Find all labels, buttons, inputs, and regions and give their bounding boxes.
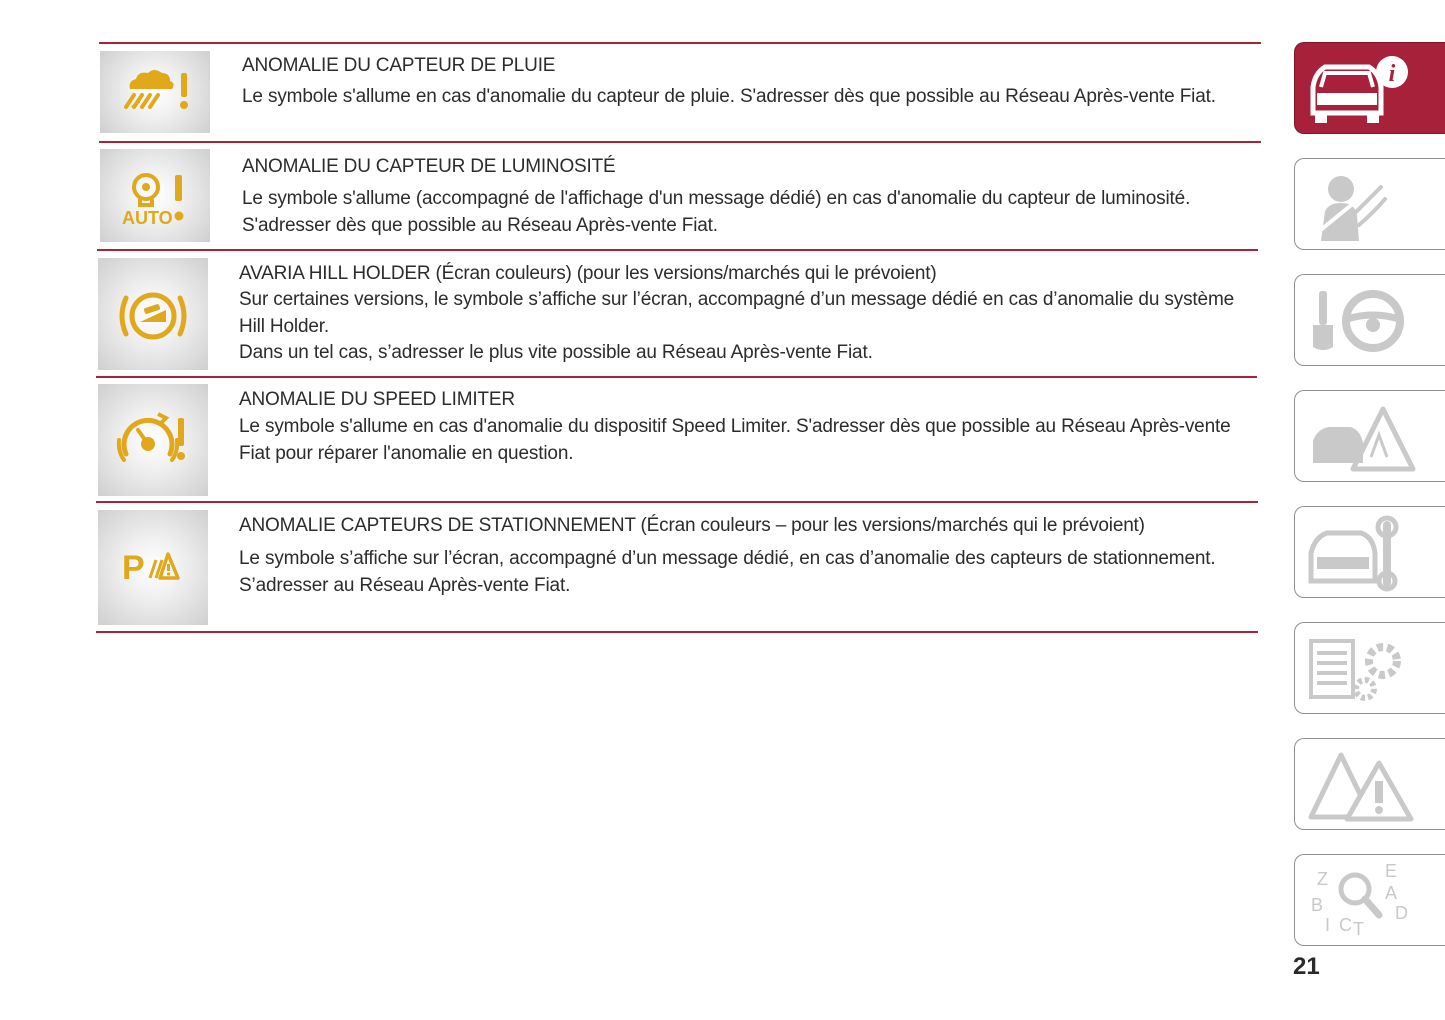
entry-description xyxy=(239,287,1234,367)
svg-text:T: T xyxy=(1353,919,1364,939)
alphabet-index-icon xyxy=(1295,855,1445,947)
double-warning-icon xyxy=(1295,739,1445,831)
entry-description xyxy=(239,546,1216,599)
entry-description xyxy=(242,84,1216,111)
car-wrench-icon xyxy=(1295,507,1445,599)
hill-holder-failure-icon xyxy=(98,258,208,370)
separator-line xyxy=(99,141,1261,143)
warnings-tab[interactable] xyxy=(1294,738,1445,830)
svg-text:C: C xyxy=(1339,915,1352,935)
parking-p-label: P xyxy=(122,549,145,587)
svg-text:Z: Z xyxy=(1317,869,1328,889)
description-line: Hill Holder. xyxy=(239,315,330,337)
description-line: Le symbole s'allume en cas d'anomalie du dispositif Speed Limiter. S'adresser dès que possible au Réseau Après-vente xyxy=(239,416,1231,437)
starting-driving-tab[interactable] xyxy=(1294,274,1445,366)
entry-title: ANOMALIE DU CAPTEUR DE LUMINOSITÉ xyxy=(242,156,616,177)
description-line: Fiat pour réparer l'anomalie en question. xyxy=(239,442,574,464)
emergency-tab[interactable] xyxy=(1294,390,1445,482)
light-sensor-failure-icon xyxy=(100,149,210,242)
entry-title: ANOMALIE CAPTEURS DE STATIONNEMENT (Écran couleurs – pour les versions/marchés qui le prévoient) xyxy=(239,515,1145,536)
description-line: Sur certaines versions, le symbole s’affiche sur l’écran, accompagné d’un message dédié en cas d’anomalie du système xyxy=(239,289,1235,310)
page-number: 21 xyxy=(1293,953,1320,980)
svg-text:D: D xyxy=(1395,903,1408,923)
maintenance-tab[interactable] xyxy=(1294,506,1445,598)
seatbelt-airbag-icon xyxy=(1295,159,1445,251)
description-line: Le symbole s'allume en cas d'anomalie du capteur de pluie. S'adresser dès que possible au Réseau Après-vente Fiat. xyxy=(242,86,1216,107)
description-line: S'adresser dès que possible au Réseau Après-vente Fiat. xyxy=(242,214,718,236)
description-line: S’adresser au Réseau Après-vente Fiat. xyxy=(239,574,571,596)
safety-tab[interactable] xyxy=(1294,158,1445,250)
svg-text:I: I xyxy=(1325,915,1331,935)
auto-label: AUTO xyxy=(122,208,173,228)
description-line: Le symbole s'allume (accompagné de l'affichage d'un message dédié) en cas d'anomalie du capteur de luminosité. xyxy=(242,188,1191,209)
entry-title: ANOMALIE DU SPEED LIMITER xyxy=(239,389,515,410)
technical-data-tab[interactable] xyxy=(1294,622,1445,714)
svg-text:B: B xyxy=(1311,895,1324,915)
separator-line xyxy=(99,42,1261,44)
separator-line xyxy=(96,501,1258,503)
description-line: Le symbole s’affiche sur l’écran, accompagné d’un message dédié, en cas d’anomalie des capteurs de stationnement. xyxy=(239,548,1216,569)
svg-text:E: E xyxy=(1385,861,1398,881)
separator-line xyxy=(96,631,1258,633)
svg-text:i: i xyxy=(1388,61,1396,87)
entry-description xyxy=(239,414,1231,467)
entry-description xyxy=(242,186,1190,239)
parking-sensor-failure-icon xyxy=(98,510,208,625)
separator-line xyxy=(96,376,1257,378)
index-tab[interactable] xyxy=(1294,854,1445,946)
entry-title: AVARIA HILL HOLDER (Écran couleurs) (pour les versions/marchés qui le prévoient) xyxy=(239,263,937,284)
description-line: Dans un tel cas, s’adresser le plus vite possible au Réseau Après-vente Fiat. xyxy=(239,342,873,363)
separator-line xyxy=(97,249,1258,251)
car-info-tab[interactable] xyxy=(1294,42,1445,134)
speed-limiter-failure-icon xyxy=(98,384,208,496)
entry-title: ANOMALIE DU CAPTEUR DE PLUIE xyxy=(242,55,556,76)
svg-text:A: A xyxy=(1385,883,1398,903)
car-accident-warning-icon xyxy=(1295,391,1445,483)
rain-sensor-failure-icon xyxy=(100,51,210,133)
list-gears-icon xyxy=(1295,623,1445,715)
car-info-icon xyxy=(1295,43,1445,135)
key-steering-wheel-icon xyxy=(1295,275,1445,367)
